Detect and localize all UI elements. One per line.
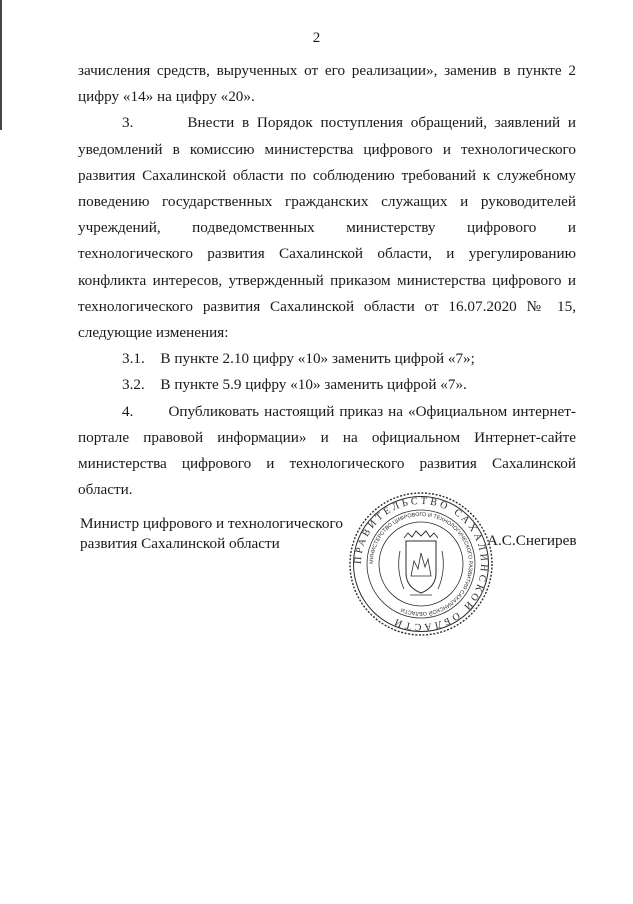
- paragraph-3-2: [78, 372, 576, 398]
- paragraph-3-2-number: 3.2.: [122, 376, 145, 394]
- paragraph-3-number: 3.: [122, 114, 134, 132]
- document-body: [78, 58, 576, 503]
- seal-middle-ring: [367, 510, 475, 618]
- paragraph-4-number: 4.: [122, 402, 134, 420]
- seal-outer-text: ПРАВИТЕЛЬСТВО САХАЛИНСКОЙ ОБЛАСТИ: [352, 495, 490, 633]
- signer-title-line1: Министр цифрового и технологического: [80, 515, 343, 532]
- official-seal: [348, 491, 494, 637]
- paragraph-3: [78, 110, 576, 346]
- paragraph-3-1: [78, 346, 576, 372]
- signer-name: А.С.Снегирев: [487, 532, 577, 549]
- paragraph-4-text: Опубликовать настоящий приказ на «Официальном интернет-портале правовой информации» и на официальном Интернет-сайте министерства цифрового и технологического развития Сахалинской области.: [78, 402, 576, 499]
- paragraph-3-1-text: В пункте 2.10 цифру «10» заменить цифрой «7»;: [160, 350, 475, 368]
- paragraph-4: [78, 399, 576, 504]
- paragraph-3-text: Внести в Порядок поступления обращений, заявлений и уведомлений в комиссию министерства цифрового и технологического развития Сахалинской области по соблюдению требований к служебному поведению государственных гражданских служащих и руководителей учреждений, подведомственных министерству цифрового и технологического развития Сахалинской области, и урегулированию конфликта интересов, утвержденный приказом министерства цифрового и технологического развития Сахалинской области от 16.07.2020 № 15, следующие изменения:: [78, 114, 576, 342]
- signer-title-line2: развития Сахалинской области: [80, 535, 280, 552]
- scan-edge-mark: [0, 0, 2, 130]
- coat-of-arms-icon: [399, 531, 444, 595]
- signature-block: [80, 514, 343, 554]
- paragraph-3-2-text: В пункте 5.9 цифру «10» заменить цифрой «7».: [160, 376, 467, 394]
- page-number: 2: [312, 30, 321, 46]
- paragraph-3-1-number: 3.1.: [122, 350, 145, 368]
- seal-inner-text: МИНИСТЕРСТВО ЦИФРОВОГО И ТЕХНОЛОГИЧЕСКОГО РАЗВИТИЯ САХАЛИНСКОЙ ОБЛАСТИ: [368, 511, 474, 617]
- paragraph-continuation: зачисления средств, вырученных от его реализации», заменив в пункте 2 цифру «14» на цифру «20».: [78, 62, 576, 106]
